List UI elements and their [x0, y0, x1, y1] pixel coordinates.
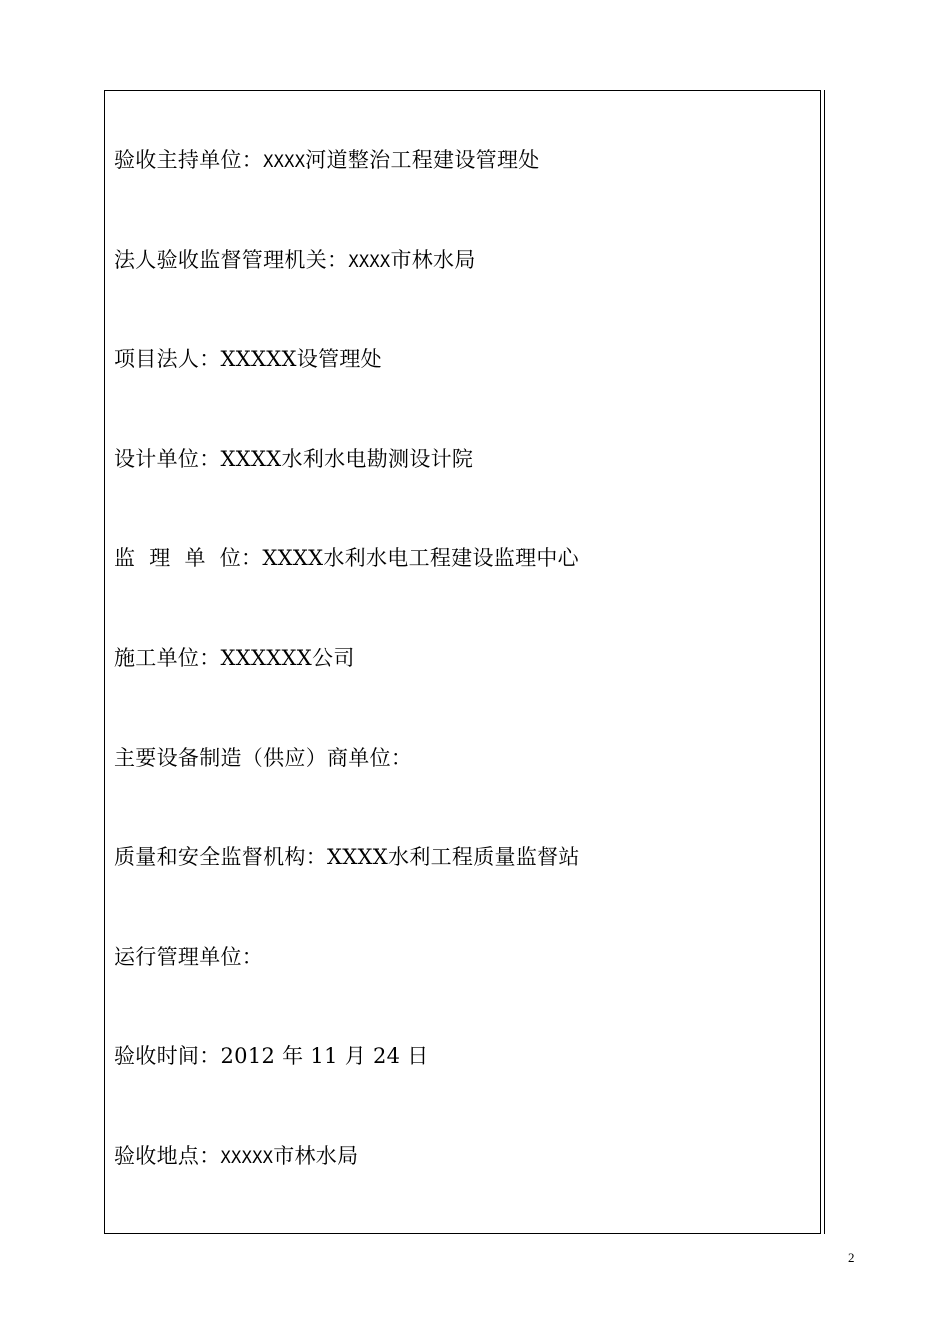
page-number: 2: [848, 1250, 855, 1265]
row-code: XXXX: [327, 845, 389, 869]
row-code: XXXX: [220, 447, 282, 471]
row-label: 项目法人：: [114, 347, 221, 371]
row-text: 水利工程质量监督站: [388, 845, 580, 869]
row-label: 设计单位：: [114, 447, 221, 471]
row-label: 质量和安全监督机构：: [114, 845, 327, 869]
row-label: 监 理 单 位：: [114, 546, 263, 570]
row-text: 公司: [312, 646, 355, 670]
row-text: 市林水局: [273, 1144, 359, 1168]
operation-management-unit: [114, 943, 263, 971]
row-code: XXXXXX: [220, 646, 313, 670]
row-text: 设管理处: [296, 347, 382, 371]
row-label: 验收时间：: [114, 1044, 221, 1068]
row-label: 主要设备制造（供应）商单位：: [114, 746, 413, 770]
project-legal-person: [114, 345, 382, 373]
row-label: 运行管理单位：: [114, 945, 264, 969]
row-text: 年 11 月 24 日: [282, 1044, 429, 1068]
row-text: 水利水电勘测设计院: [281, 447, 474, 471]
row-label: 验收地点：: [114, 1144, 221, 1168]
supervision-unit: [114, 544, 579, 572]
row-code: XXXX: [348, 252, 391, 272]
frame-right-rule: [824, 90, 825, 1234]
row-code: XXXX: [263, 152, 306, 172]
construction-unit: [114, 644, 355, 672]
acceptance-date: [114, 1042, 429, 1070]
row-label: 施工单位：: [114, 646, 221, 670]
acceptance-host-unit: [114, 146, 540, 176]
equipment-supplier-unit: [114, 744, 412, 772]
row-text: 水利水电工程建设监理中心: [323, 546, 579, 570]
row-code: XXXXX: [220, 347, 297, 371]
row-text: 河道整治工程建设管理处: [305, 148, 540, 172]
row-code: 2012: [220, 1044, 276, 1068]
row-label: 验收主持单位：: [114, 148, 264, 172]
row-text: 市林水局: [390, 248, 476, 272]
quality-safety-supervision: [114, 843, 580, 871]
row-code: XXXX: [262, 546, 324, 570]
row-code: XXXXX: [220, 1148, 274, 1168]
row-label: 法人验收监督管理机关：: [114, 248, 349, 272]
supervising-authority: [114, 246, 476, 276]
design-unit: [114, 445, 473, 473]
acceptance-location: [114, 1142, 358, 1172]
